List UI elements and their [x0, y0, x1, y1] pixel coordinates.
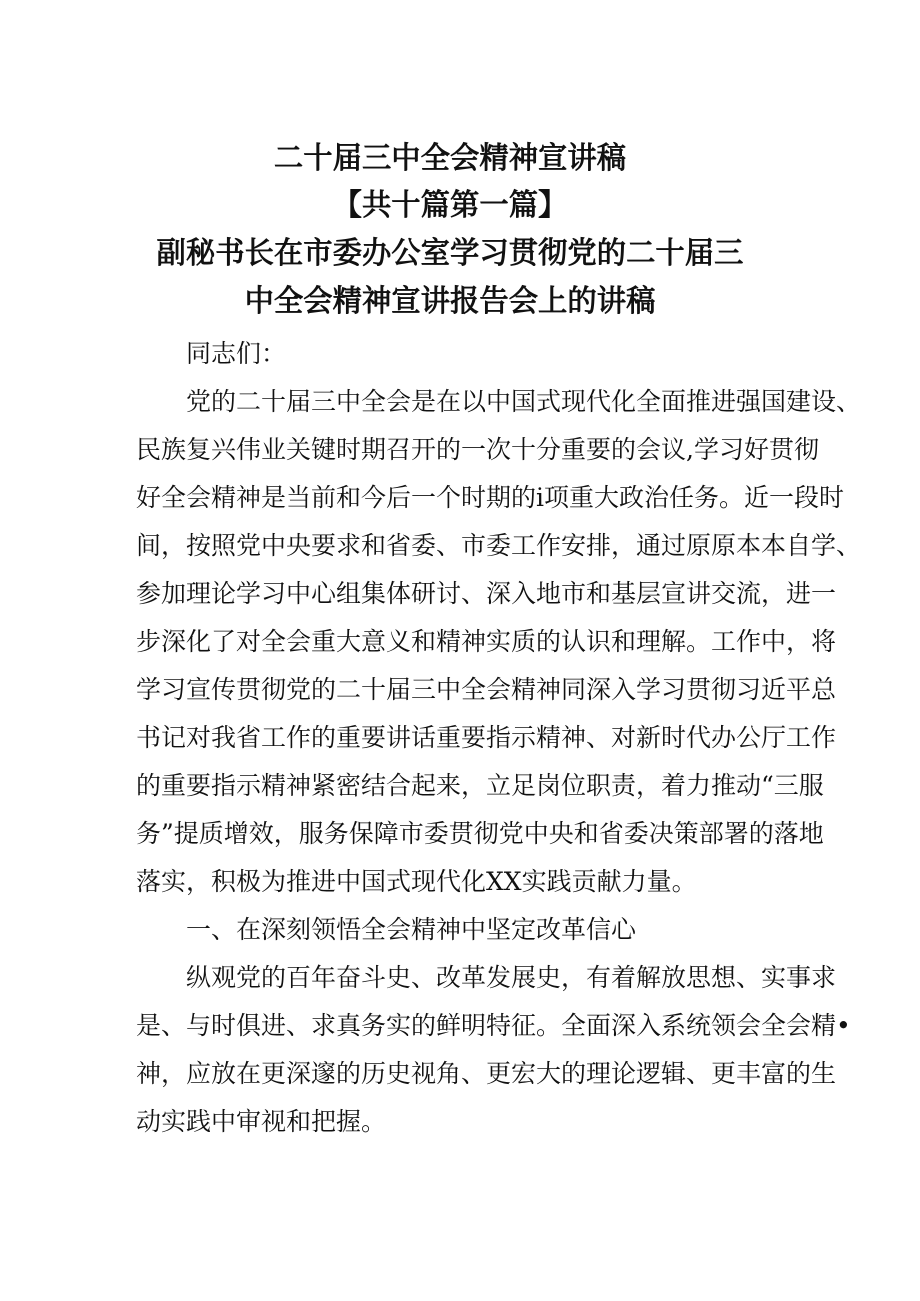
paragraph-2-line: 动实践中审视和把握。 [136, 1107, 387, 1136]
paragraph-1-line: 的重要指示精神紧密结合起来，立足岗位职责，着力推动“三服 [136, 771, 824, 800]
document-title-line-1: 二十届三中全会精神宣讲稿 [273, 141, 627, 176]
paragraph-1-line: 间，按照党中央要求和省委、市委工作安排，通过原原本本自学、 [136, 531, 862, 560]
paragraph-1-line: 书记对我省工作的重要讲话重要指示精神、对新时代办公厅工作 [136, 723, 837, 752]
paragraph-1-line: 参加理论学习中心组集体研讨、深入地市和基层宣讲交流，进一 [136, 579, 837, 608]
section-1-heading: 一、在深刻领悟全会精神中坚定改革信心 [186, 915, 637, 944]
paragraph-1-line: 步深化了对全会重大意义和精神实质的认识和理解。工作中，将 [136, 627, 837, 656]
document-title-line-2: 【共十篇第一篇】 [332, 188, 568, 223]
paragraph-2-line: 是、与时俱进、求真务实的鲜明特征。全面深入系统领会全会精• [136, 1011, 851, 1040]
document-title-line-3: 副秘书长在市委办公室学习贯彻党的二十届三 [156, 236, 744, 271]
paragraph-1-line: 落实，积极为推进中国式现代化XX实践贡献力量。 [136, 867, 697, 896]
paragraph-1-line: 好全会精神是当前和今后一个时期的i项重大政治任务。近一段时 [136, 483, 844, 512]
document-title-line-4: 中全会精神宣讲报告会上的讲稿 [244, 284, 656, 319]
paragraph-1-line: 党的二十届三中全会是在以中国式现代化全面推进强国建设、 [186, 387, 862, 416]
paragraph-1-line: 务”提质增效，服务保障市委贯彻党中央和省委决策部署的落地 [136, 819, 824, 848]
paragraph-1-line: 民族复兴伟业关键时期召开的一次十分重要的会议,学习好贯彻 [136, 435, 819, 464]
paragraph-1-line: 学习宣传贯彻党的二十届三中全会精神同深入学习贯彻习近平总 [136, 675, 837, 704]
salutation: 同志们： [186, 339, 287, 368]
paragraph-2-line: 纵观党的百年奋斗史、改革发展史，有着解放思想、实事求 [186, 963, 837, 992]
paragraph-2-line: 神，应放在更深邃的历史视角、更宏大的理论逻辑、更丰富的生 [136, 1059, 837, 1088]
